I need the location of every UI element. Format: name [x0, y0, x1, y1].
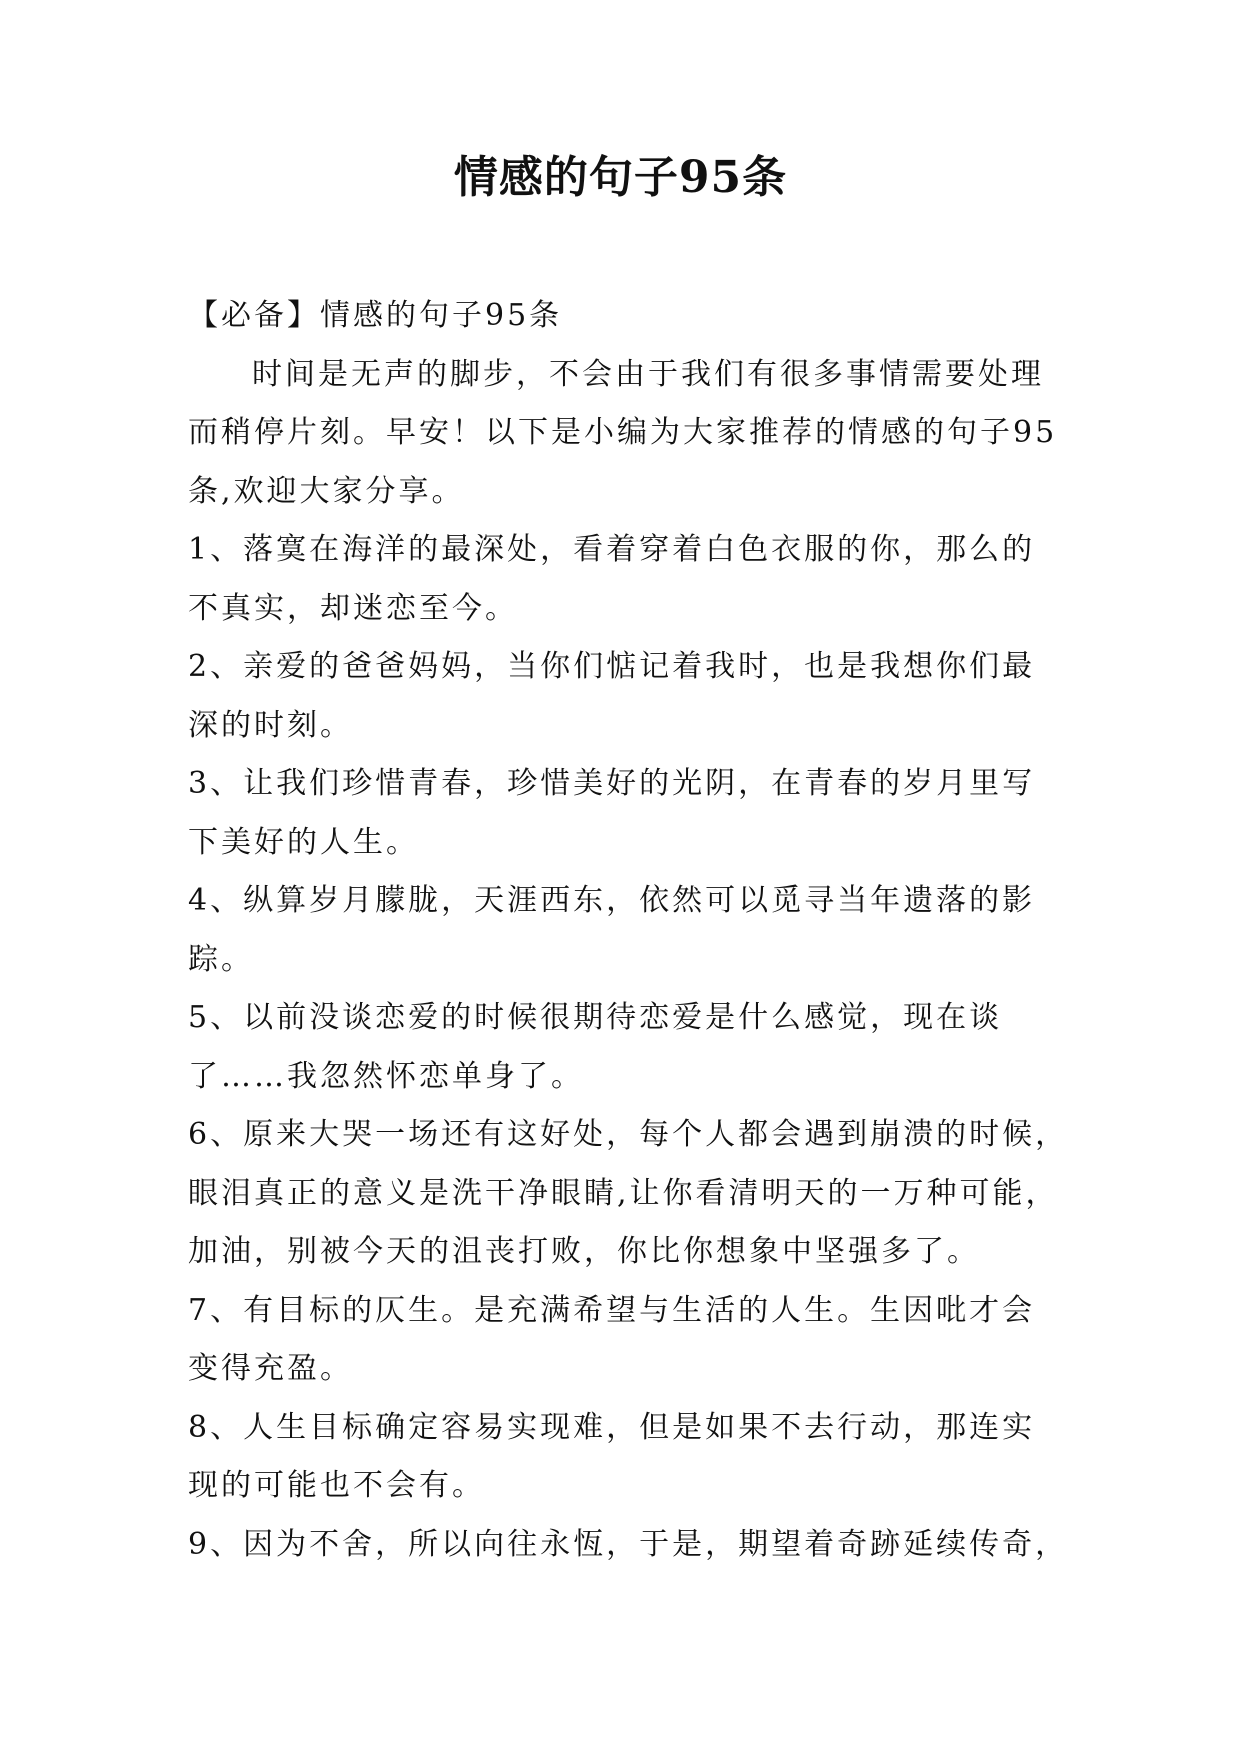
list-item [188, 989, 1058, 1106]
document-body [188, 287, 1069, 1574]
item-line: 7、有目标的仄生。是充满希望与生活的人生。生因吡才会 [188, 1292, 1036, 1328]
item-line: 变得充盈。 [188, 1351, 353, 1386]
item-line: 8、人生目标确定容易实现难，但是如果不去行动，那连实 [188, 1409, 1036, 1445]
intro-line: 条,欢迎大家分享。 [188, 473, 465, 509]
item-line: 2、亲爱的爸爸妈妈，当你们惦记着我时，也是我想你们最 [188, 649, 1036, 684]
list-item [188, 872, 1058, 989]
list-item [188, 1282, 1058, 1399]
item-line: 不真实，却迷恋至今。 [188, 590, 518, 626]
item-line: 3、让我们珍惜青春，珍惜美好的光阴，在青春的岁月里写 [188, 766, 1036, 801]
item-line: 深的时刻。 [188, 707, 353, 743]
item-line: 9、因为不舍，所以向往永恆，于是，期望着奇跡延续传奇， [188, 1526, 1069, 1562]
intro-line: 而稍停片刻。早安！以下是小编为大家推荐的情感的句子95 [188, 415, 1058, 450]
item-line: 踪。 [188, 941, 254, 977]
item-line: 加油，别被今天的沮丧打败，你比你想象中坚强多了。 [188, 1234, 980, 1269]
intro-line: 时间是无声的脚步，不会由于我们有很多事情需要处理 [252, 356, 1044, 392]
item-line: 6、原来大哭一场还有这好处，每个人都会遇到崩溃的时候， [188, 1117, 1069, 1152]
list-item [188, 1106, 1069, 1282]
item-line: 现的可能也不会有。 [188, 1468, 485, 1503]
item-line: 4、纵算岁月朦胧，天涯西东，依然可以觅寻当年遗落的影 [188, 883, 1036, 918]
document-title: 情感的句子95条 [453, 152, 788, 203]
list-item [188, 755, 1058, 872]
list-item [188, 1399, 1058, 1516]
item-line: 1、落寞在海洋的最深处，看着穿着白色衣服的你，那么的 [188, 532, 1036, 567]
list-item [188, 638, 1058, 755]
list-item [188, 521, 1058, 638]
item-line: 下美好的人生。 [188, 824, 419, 860]
item-line: 眼泪真正的意义是洗干净眼睛,让你看清明天的一万种可能， [188, 1175, 1059, 1211]
item-line: 了……我忽然怀恋单身了。 [188, 1058, 584, 1094]
item-line: 5、以前没谈恋爱的时候很期待恋爱是什么感觉，现在谈 [188, 1000, 1003, 1035]
document-subtitle: 【必备】情感的句子95条 [188, 298, 563, 333]
list-item [188, 1516, 1069, 1575]
